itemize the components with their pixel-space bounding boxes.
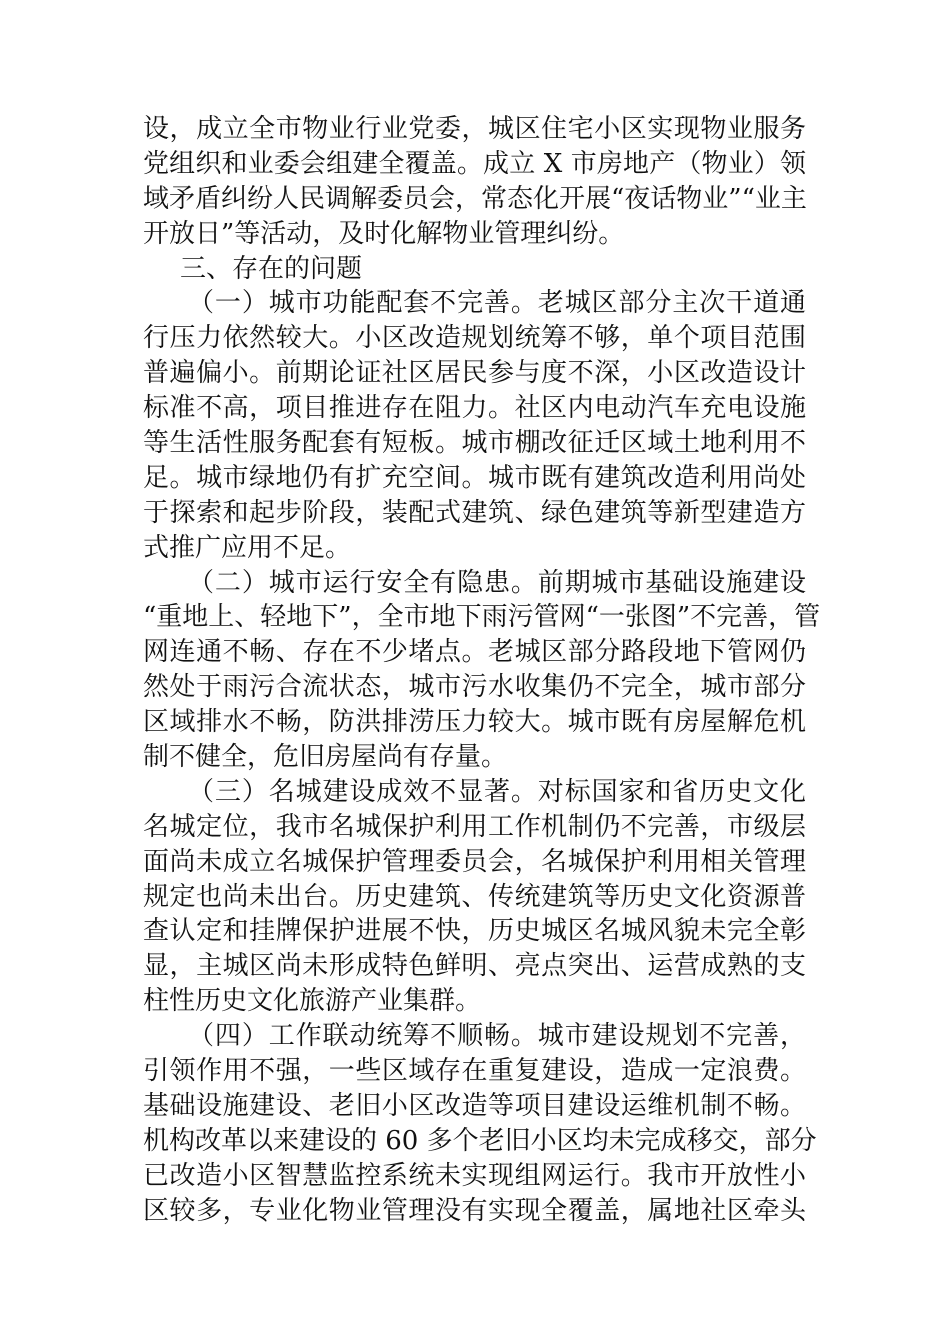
- text-line: 名城定位，我市名城保护利用工作机制仍不完善，市级层: [143, 811, 806, 842]
- text-line: 区域排水不畅，防洪排涝压力较大。城市既有房屋解危机: [143, 707, 806, 738]
- text-line: 区较多，专业化物业管理没有实现全覆盖，属地社区牵头: [143, 1195, 806, 1226]
- paragraph: [143, 1019, 817, 1228]
- section-heading: [143, 252, 806, 287]
- text-line: 党组织和业委会组建全覆盖。成立 X 市房地产（物业）领: [143, 148, 806, 179]
- text-line: 域矛盾纠纷人民调解委员会，常态化开展“夜话物业”“业主: [143, 183, 807, 214]
- text-line: 机构改革以来建设的 60 多个老旧小区均未完成移交，部分: [143, 1125, 817, 1156]
- text-line: 已改造小区智慧监控系统未实现组网运行。我市开放性小: [143, 1160, 806, 1191]
- text-line: 规定也尚未出台。历史建筑、传统建筑等历史文化资源普: [143, 881, 806, 912]
- text-line: 查认定和挂牌保护进展不快，历史城区名城风貌未完全彰: [143, 916, 806, 947]
- text-line: （二）城市运行安全有隐患。前期城市基础设施建设: [188, 567, 806, 598]
- text-line: 足。城市绿地仍有扩充空间。城市既有建筑改造利用尚处: [143, 462, 806, 493]
- text-line: 显，主城区尚未形成特色鲜明、亮点突出、运营成熟的支: [143, 951, 806, 982]
- text-line: 行压力依然较大。小区改造规划统筹不够，单个项目范围: [143, 323, 806, 354]
- text-line: 标准不高，项目推进存在阻力。社区内电动汽车充电设施: [143, 393, 806, 424]
- text-line: （三）名城建设成效不显著。对标国家和省历史文化: [188, 776, 806, 807]
- paragraph: [143, 566, 821, 775]
- document-body: [143, 112, 821, 1229]
- paragraph: [143, 775, 806, 1019]
- paragraph: [143, 112, 806, 252]
- text-line: 普遍偏小。前期论证社区居民参与度不深，小区改造设计: [143, 358, 806, 389]
- text-line: 开放日”等活动，及时化解物业管理纠纷。: [143, 218, 625, 249]
- text-line: 设，成立全市物业行业党委，城区住宅小区实现物业服务: [143, 114, 806, 144]
- text-line: 等生活性服务配套有短板。城市棚改征迁区域土地利用不: [143, 428, 806, 459]
- text-line: 柱性历史文化旅游产业集群。: [143, 986, 482, 1017]
- text-line: 网连通不畅、存在不少堵点。老城区部分路段地下管网仍: [143, 637, 806, 668]
- text-line: 然处于雨污合流状态，城市污水收集仍不完全，城市部分: [143, 672, 806, 703]
- text-line: 式推广应用不足。: [143, 532, 352, 563]
- text-line: 引领作用不强，一些区域存在重复建设，造成一定浪费。: [143, 1056, 806, 1087]
- paragraph: [143, 286, 806, 565]
- heading-text: 三、存在的问题: [180, 253, 363, 284]
- text-line: 于探索和起步阶段，装配式建筑、绿色建筑等新型建造方: [143, 497, 806, 528]
- text-line: 面尚未成立名城保护管理委员会，名城保护利用相关管理: [143, 846, 806, 877]
- text-line: （一）城市功能配套不完善。老城区部分主次干道通: [188, 288, 806, 319]
- text-line: （四）工作联动统筹不顺畅。城市建设规划不完善，: [188, 1021, 806, 1052]
- text-line: 制不健全，危旧房屋尚有存量。: [143, 742, 508, 773]
- text-line: 基础设施建设、老旧小区改造等项目建设运维机制不畅。: [143, 1090, 806, 1121]
- text-line: “重地上、轻地下”，全市地下雨污管网“一张图”不完善，管: [143, 602, 821, 633]
